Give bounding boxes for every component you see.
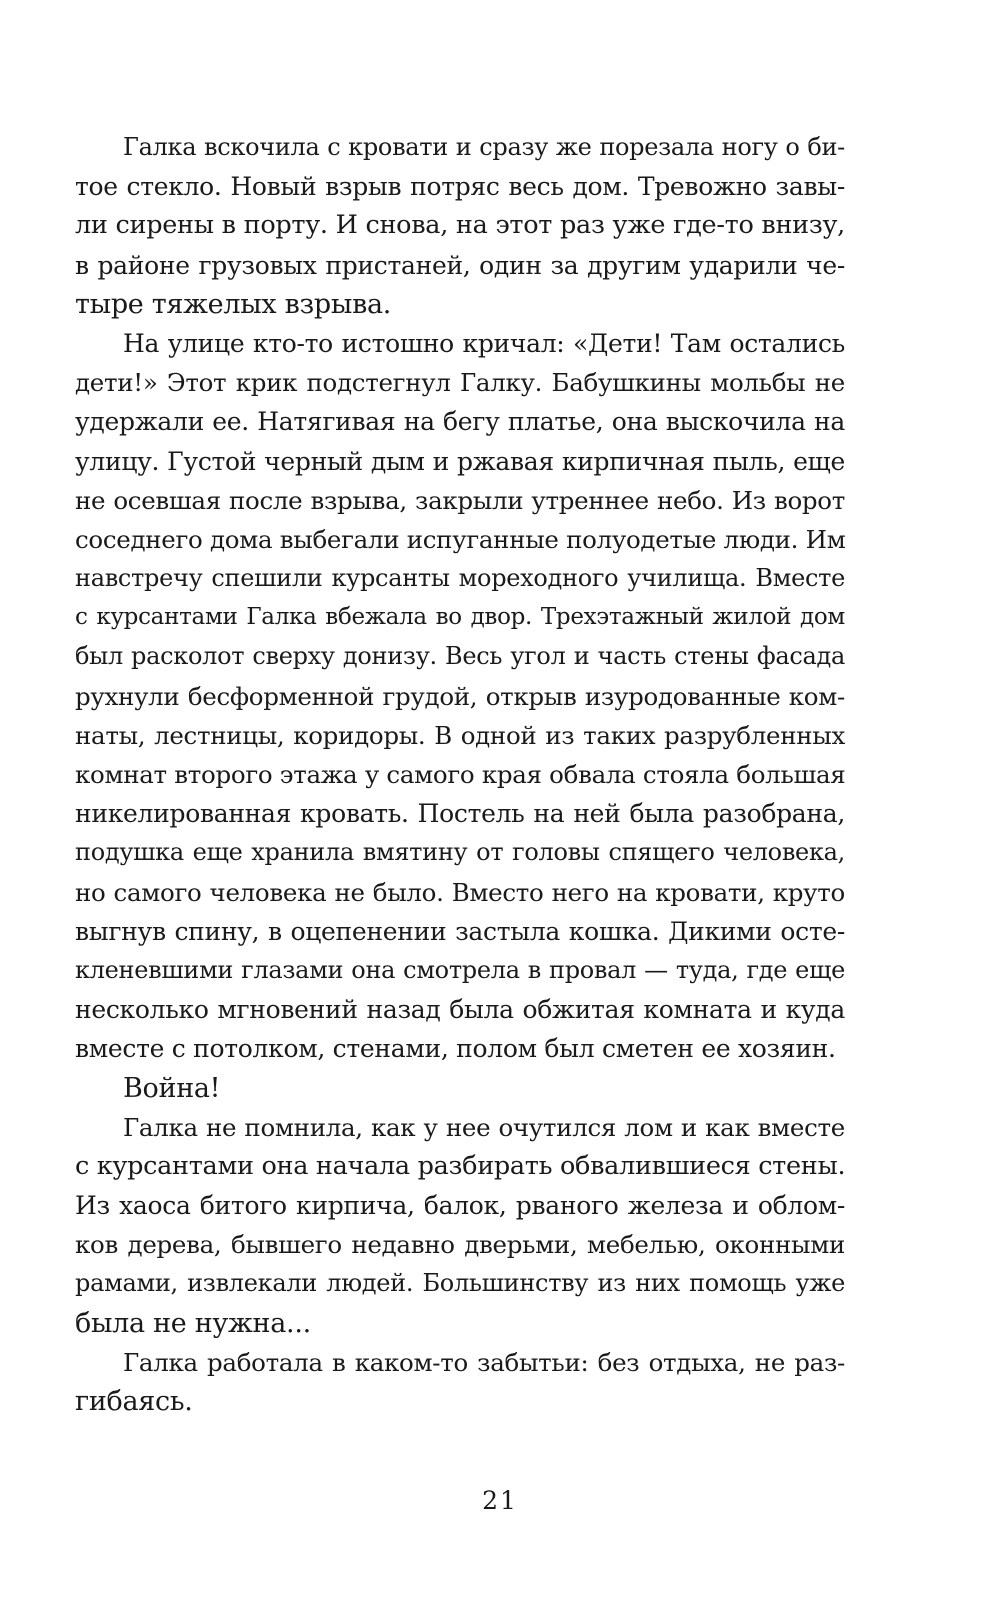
text-line: но самого человека не было. Вместо него на кровати, круто — [75, 877, 845, 907]
text-line: подушка еще хранила вмятину от головы спящего человека, — [75, 838, 845, 867]
text-line: был расколот сверху донизу. Весь угол и часть стены фасада — [75, 642, 845, 671]
text-line: навстречу спешили курсанты мореходного училища. Вместе — [75, 564, 845, 593]
text-line: рамами, извлекали людей. Большинству из них помощь уже — [75, 1269, 845, 1298]
text-line: улицу. Густой черный дым и ржавая кирпичная пыль, еще — [75, 446, 845, 476]
text-line: ков дерева, бывшего недавно дверьми, мебелью, оконными — [75, 1230, 845, 1260]
text-line: Галка вскочила с кровати и сразу же порезала ногу о би- — [123, 133, 845, 161]
text-line: комнат второго этажа у самого края обвала стояла большая — [75, 760, 846, 789]
text-line: рухнули бесформенной грудой, открыв изуродованные ком- — [75, 681, 845, 711]
text-line: в районе грузовых пристаней, один за другим ударили че- — [75, 250, 845, 280]
text-line: выгнув спину, в оцепенении застыла кошка. Дикими осте- — [75, 916, 845, 946]
body-text — [75, 128, 845, 1421]
text-line: Галка работала в каком-то забытьи: без отдыха, не раз- — [123, 1347, 845, 1377]
text-line: с курсантами Галка вбежала во двор. Трехэтажный жилой дом — [75, 604, 845, 631]
text-line: с курсантами она начала разбирать обвалившиеся стены. — [75, 1150, 846, 1181]
text-line: соседнего дома выбегали испуганные полуодетые люди. Им — [75, 524, 846, 554]
text-line: гибаясь. — [75, 1386, 193, 1417]
text-line: Из хаоса битого кирпича, балок, рваного железа и облом- — [75, 1191, 845, 1221]
text-line: вместе с потолком, стенами, полом был сметен ее хозяин. — [75, 1034, 836, 1064]
text-line: Война! — [123, 1072, 221, 1104]
text-line: кленевшими глазами она смотрела в провал — туда, где еще — [75, 955, 845, 984]
text-line: Галка не помнила, как у нее очутился лом и как вместе — [123, 1112, 845, 1142]
text-line: никелированная кровать. Постель на ней была разобрана, — [75, 799, 845, 829]
text-line: наты, лестницы, коридоры. В одной из таких разрубленных — [75, 720, 845, 750]
text-line: не осевшая после взрыва, закрыли утреннее небо. Из ворот — [75, 485, 845, 515]
text-line: ли сирены в порту. И снова, на этот раз уже где-то внизу, — [75, 210, 845, 241]
text-line: дети!» Этот крик подстегнул Галку. Бабушкины мольбы не — [75, 368, 845, 398]
text-line: На улице кто-то истошно кричал: «Дети! Там остались — [123, 328, 845, 358]
text-line: была не нужна... — [75, 1307, 311, 1339]
page-number: 21 — [482, 1486, 518, 1515]
text-line: тыре тяжелых взрыва. — [75, 288, 392, 320]
text-line: тое стекло. Новый взрыв потряс весь дом. Тревожно завы- — [75, 172, 845, 202]
text-line: удержали ее. Натягивая на бегу платье, она выскочила на — [75, 407, 845, 437]
text-line: несколько мгновений назад была обжитая комната и куда — [75, 995, 845, 1025]
